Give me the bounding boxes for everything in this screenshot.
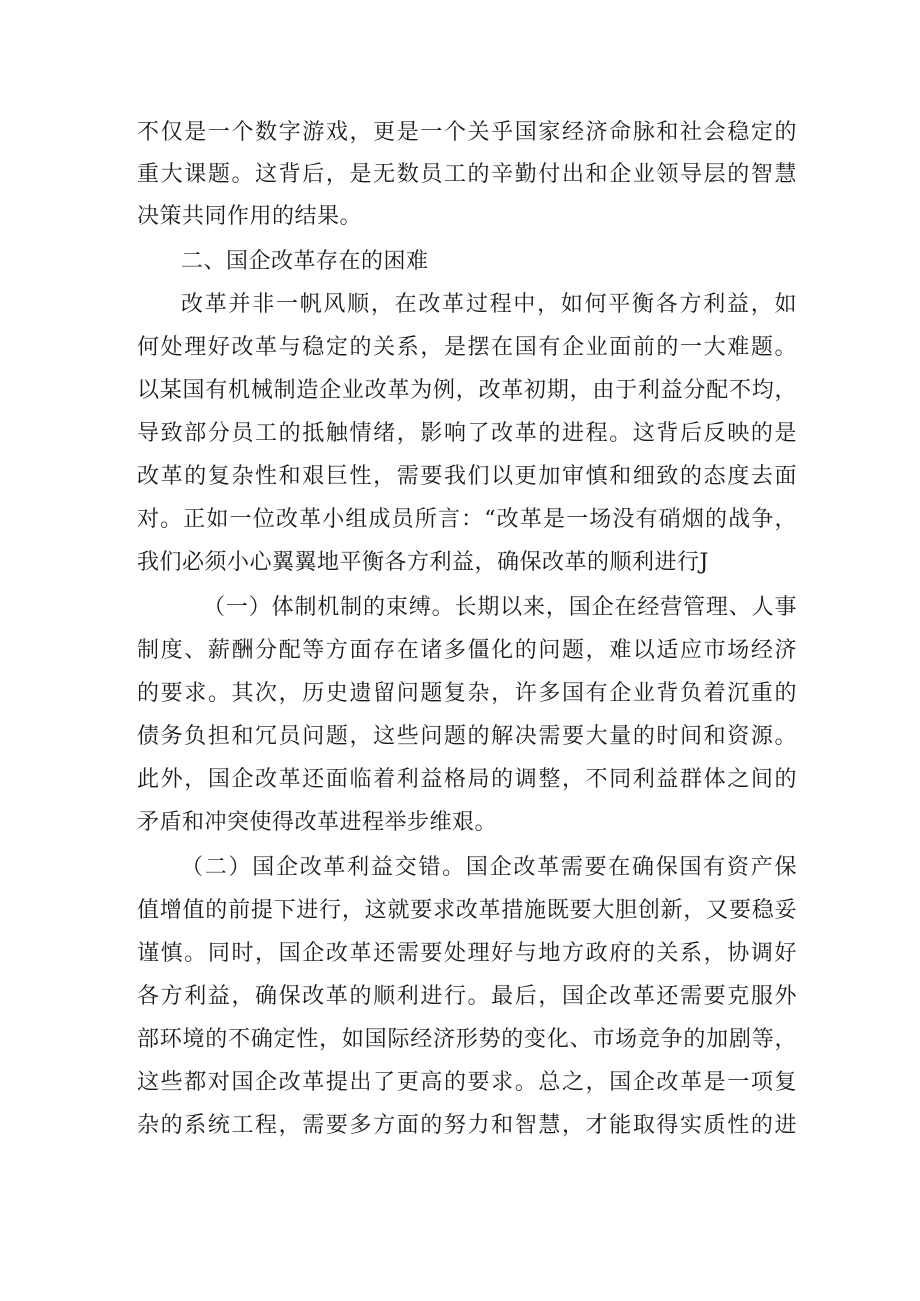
paragraph-2-line-1: 改革并非一帆风顺，在改革过程中，如何平衡各方利益，如 xyxy=(181,292,797,317)
paragraph-3-line-6: 矛盾和冲突使得改革进程举步维艰。 xyxy=(137,810,498,835)
paragraph-4-line-6: 这些都对国企改革提出了更高的要求。总之，国企改革是一项复 xyxy=(137,1070,797,1095)
paragraph-2-line-5: 改革的复杂性和艰巨性，需要我们以更加审慎和细致的态度去面 xyxy=(137,464,797,489)
paragraph-2-line-3: 以某国有机械制造企业改革为例，改革初期，由于利益分配不均， xyxy=(137,378,797,403)
section-heading: 二、国企改革存在的困难 xyxy=(181,249,429,274)
paragraph-4-line-2: 值增值的前提下进行，这就要求改革措施既要大胆创新，又要稳妥 xyxy=(137,898,797,923)
paragraph-4-line-5: 部环境的不确定性，如国际经济形势的变化、市场竞争的加剧等， xyxy=(137,1027,797,1052)
paragraph-3-line-3: 的要求。其次，历史遗留问题复杂，许多国有企业背负着沉重的 xyxy=(137,681,797,706)
paragraph-1-line-2: 重大课题。这背后，是无数员工的辛勤付出和企业领导层的智慧 xyxy=(137,162,797,187)
paragraph-1-line-1: 不仅是一个数字游戏，更是一个关乎国家经济命脉和社会稳定的 xyxy=(137,120,797,145)
paragraph-4-line-7: 杂的系统工程，需要多方面的努力和智慧，才能取得实质性的进 xyxy=(137,1113,797,1138)
paragraph-4-line-4: 各方利益，确保改革的顺利进行。最后，国企改革还需要克服外 xyxy=(137,984,797,1009)
paragraph-3-line-2: 制度、薪酬分配等方面存在诸多僵化的问题，难以适应市场经济 xyxy=(137,638,797,663)
paragraph-2-line-2: 何处理好改革与稳定的关系，是摆在国有企业面前的一大难题。 xyxy=(137,335,797,360)
paragraph-2-line-4: 导致部分员工的抵触情绪，影响了改革的进程。这背后反映的是 xyxy=(137,421,797,446)
paragraph-2-line-6: 对。正如一位改革小组成员所言：“改革是一场没有硝烟的战争， xyxy=(137,507,797,532)
paragraph-4-line-1: （二）国企改革利益交错。国企改革需要在确保国有资产保 xyxy=(181,855,797,880)
paragraph-2-line-7: 我们必须小心翼翼地平衡各方利益，确保改革的顺利进行J xyxy=(137,550,709,575)
paragraph-3-line-1: （一）体制机制的束缚。长期以来，国企在经营管理、人事 xyxy=(203,595,797,620)
paragraph-3-line-5: 此外，国企改革还面临着利益格局的调整，不同利益群体之间的 xyxy=(137,767,797,792)
paragraph-1-line-3: 决策共同作用的结果。 xyxy=(137,204,363,229)
paragraph-3-line-4: 债务负担和冗员问题，这些问题的解决需要大量的时间和资源。 xyxy=(137,724,797,749)
paragraph-4-line-3: 谨慎。同时，国企改革还需要处理好与地方政府的关系，协调好 xyxy=(137,941,797,966)
